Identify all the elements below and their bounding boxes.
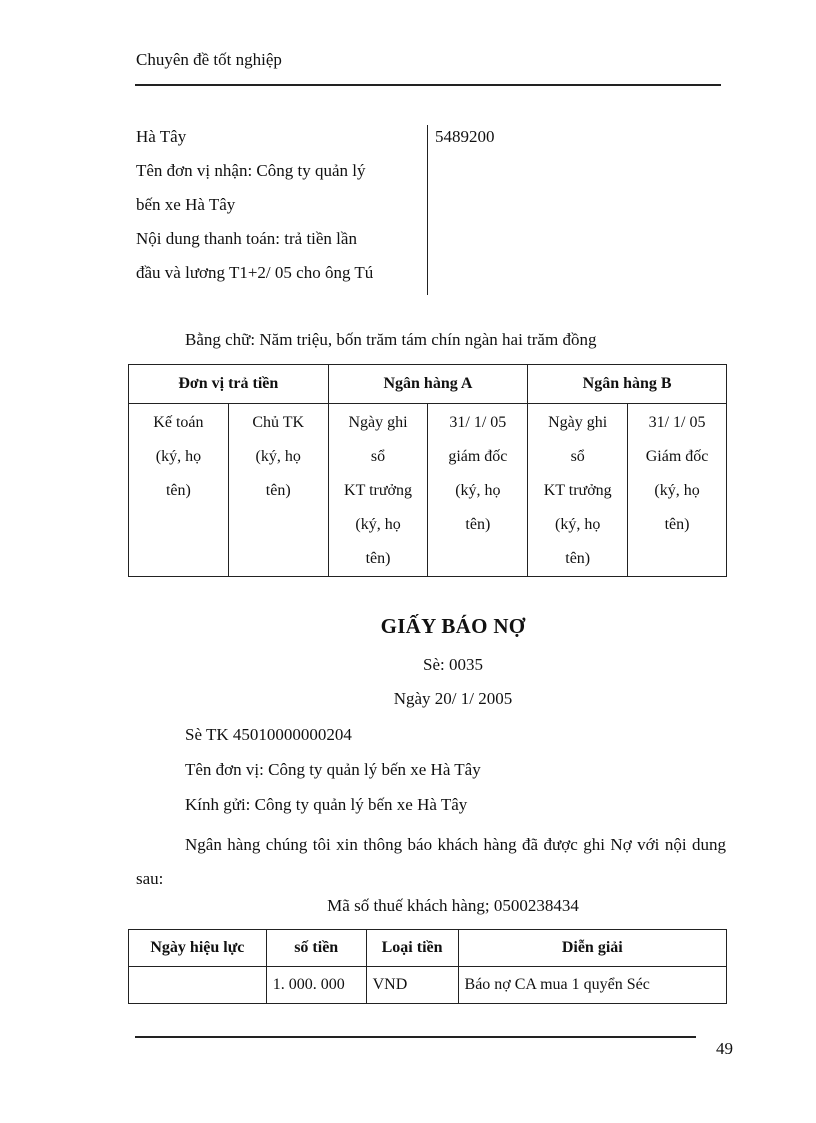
debit-note-date: Ngày 20/ 1/ 2005 [393, 689, 513, 708]
amount-in-words: Bằng chữ: Năm triệu, bốn trăm tám chín ngàn hai trăm đồng [185, 330, 597, 349]
signature-table [128, 364, 727, 577]
payment-amount: 5489200 [435, 127, 495, 146]
transaction-header-row [129, 930, 727, 967]
header-bank-a: Ngân hàng A [328, 365, 528, 404]
payment-info-line: Nội dung thanh toán: trả tiền lần [136, 229, 357, 248]
signature-header-row [129, 365, 727, 404]
table-row [129, 967, 727, 1004]
page-number: 49 [716, 1039, 733, 1058]
payment-info-line: Tên đơn vị nhận: Công ty quản lý [136, 161, 366, 180]
header-payer-unit: Đơn vị trả tiền [129, 365, 329, 404]
account-number: Sè TK 45010000000204 [185, 725, 352, 744]
signature-cell-bank-b-chief-accountant: Ngày ghi sổ KT trưởng (ký, họ tên) [528, 404, 628, 577]
cell-effective-date [129, 967, 267, 1004]
page-header-title: Chuyên đề tốt nghiệp [136, 50, 282, 69]
debit-notice-paragraph: Ngân hàng chúng tôi xin thông báo khách hàng đã được ghi Nợ với nội dung sau: [136, 835, 726, 888]
payment-info-line: đầu và lương T1+2/ 05 cho ông Tú [136, 263, 374, 282]
signature-cell-accountant: Kế toán (ký, họ tên) [129, 404, 229, 577]
tax-code: Mã số thuế khách hàng; 0500238434 [327, 896, 579, 915]
unit-name: Tên đơn vị: Công ty quản lý bến xe Hà Tây [185, 760, 481, 779]
debit-note-title: GIẤY BÁO NỢ [380, 614, 526, 638]
transaction-table [128, 929, 727, 1004]
payment-info-line: bến xe Hà Tây [136, 195, 236, 214]
header-bank-b: Ngân hàng B [528, 365, 727, 404]
recipient: Kính gửi: Công ty quản lý bến xe Hà Tây [185, 795, 468, 814]
cell-amount: 1. 000. 000 [266, 967, 366, 1004]
header-amount: số tiền [266, 930, 366, 967]
cell-description: Báo nợ CA mua 1 quyển Séc [458, 967, 726, 1004]
header-divider [135, 84, 721, 86]
header-currency: Loại tiền [366, 930, 458, 967]
signature-cell-bank-a-director: 31/ 1/ 05 giám đốc (ký, họ tên) [428, 404, 528, 577]
payment-info-block [136, 120, 428, 290]
signature-cell-bank-b-director: 31/ 1/ 05 Giám đốc (ký, họ tên) [628, 404, 727, 577]
vertical-divider [427, 125, 428, 295]
signature-cell-account-owner: Chủ TK (ký, họ tên) [228, 404, 328, 577]
cell-currency: VND [366, 967, 458, 1004]
payment-info-line: Hà Tây [136, 127, 187, 146]
signature-row [129, 404, 727, 577]
debit-note-number: Sè: 0035 [423, 655, 483, 674]
header-effective-date: Ngày hiệu lực [129, 930, 267, 967]
footer-divider [135, 1036, 696, 1038]
signature-cell-bank-a-chief-accountant: Ngày ghi sổ KT trưởng (ký, họ tên) [328, 404, 428, 577]
header-description: Diễn giải [458, 930, 726, 967]
